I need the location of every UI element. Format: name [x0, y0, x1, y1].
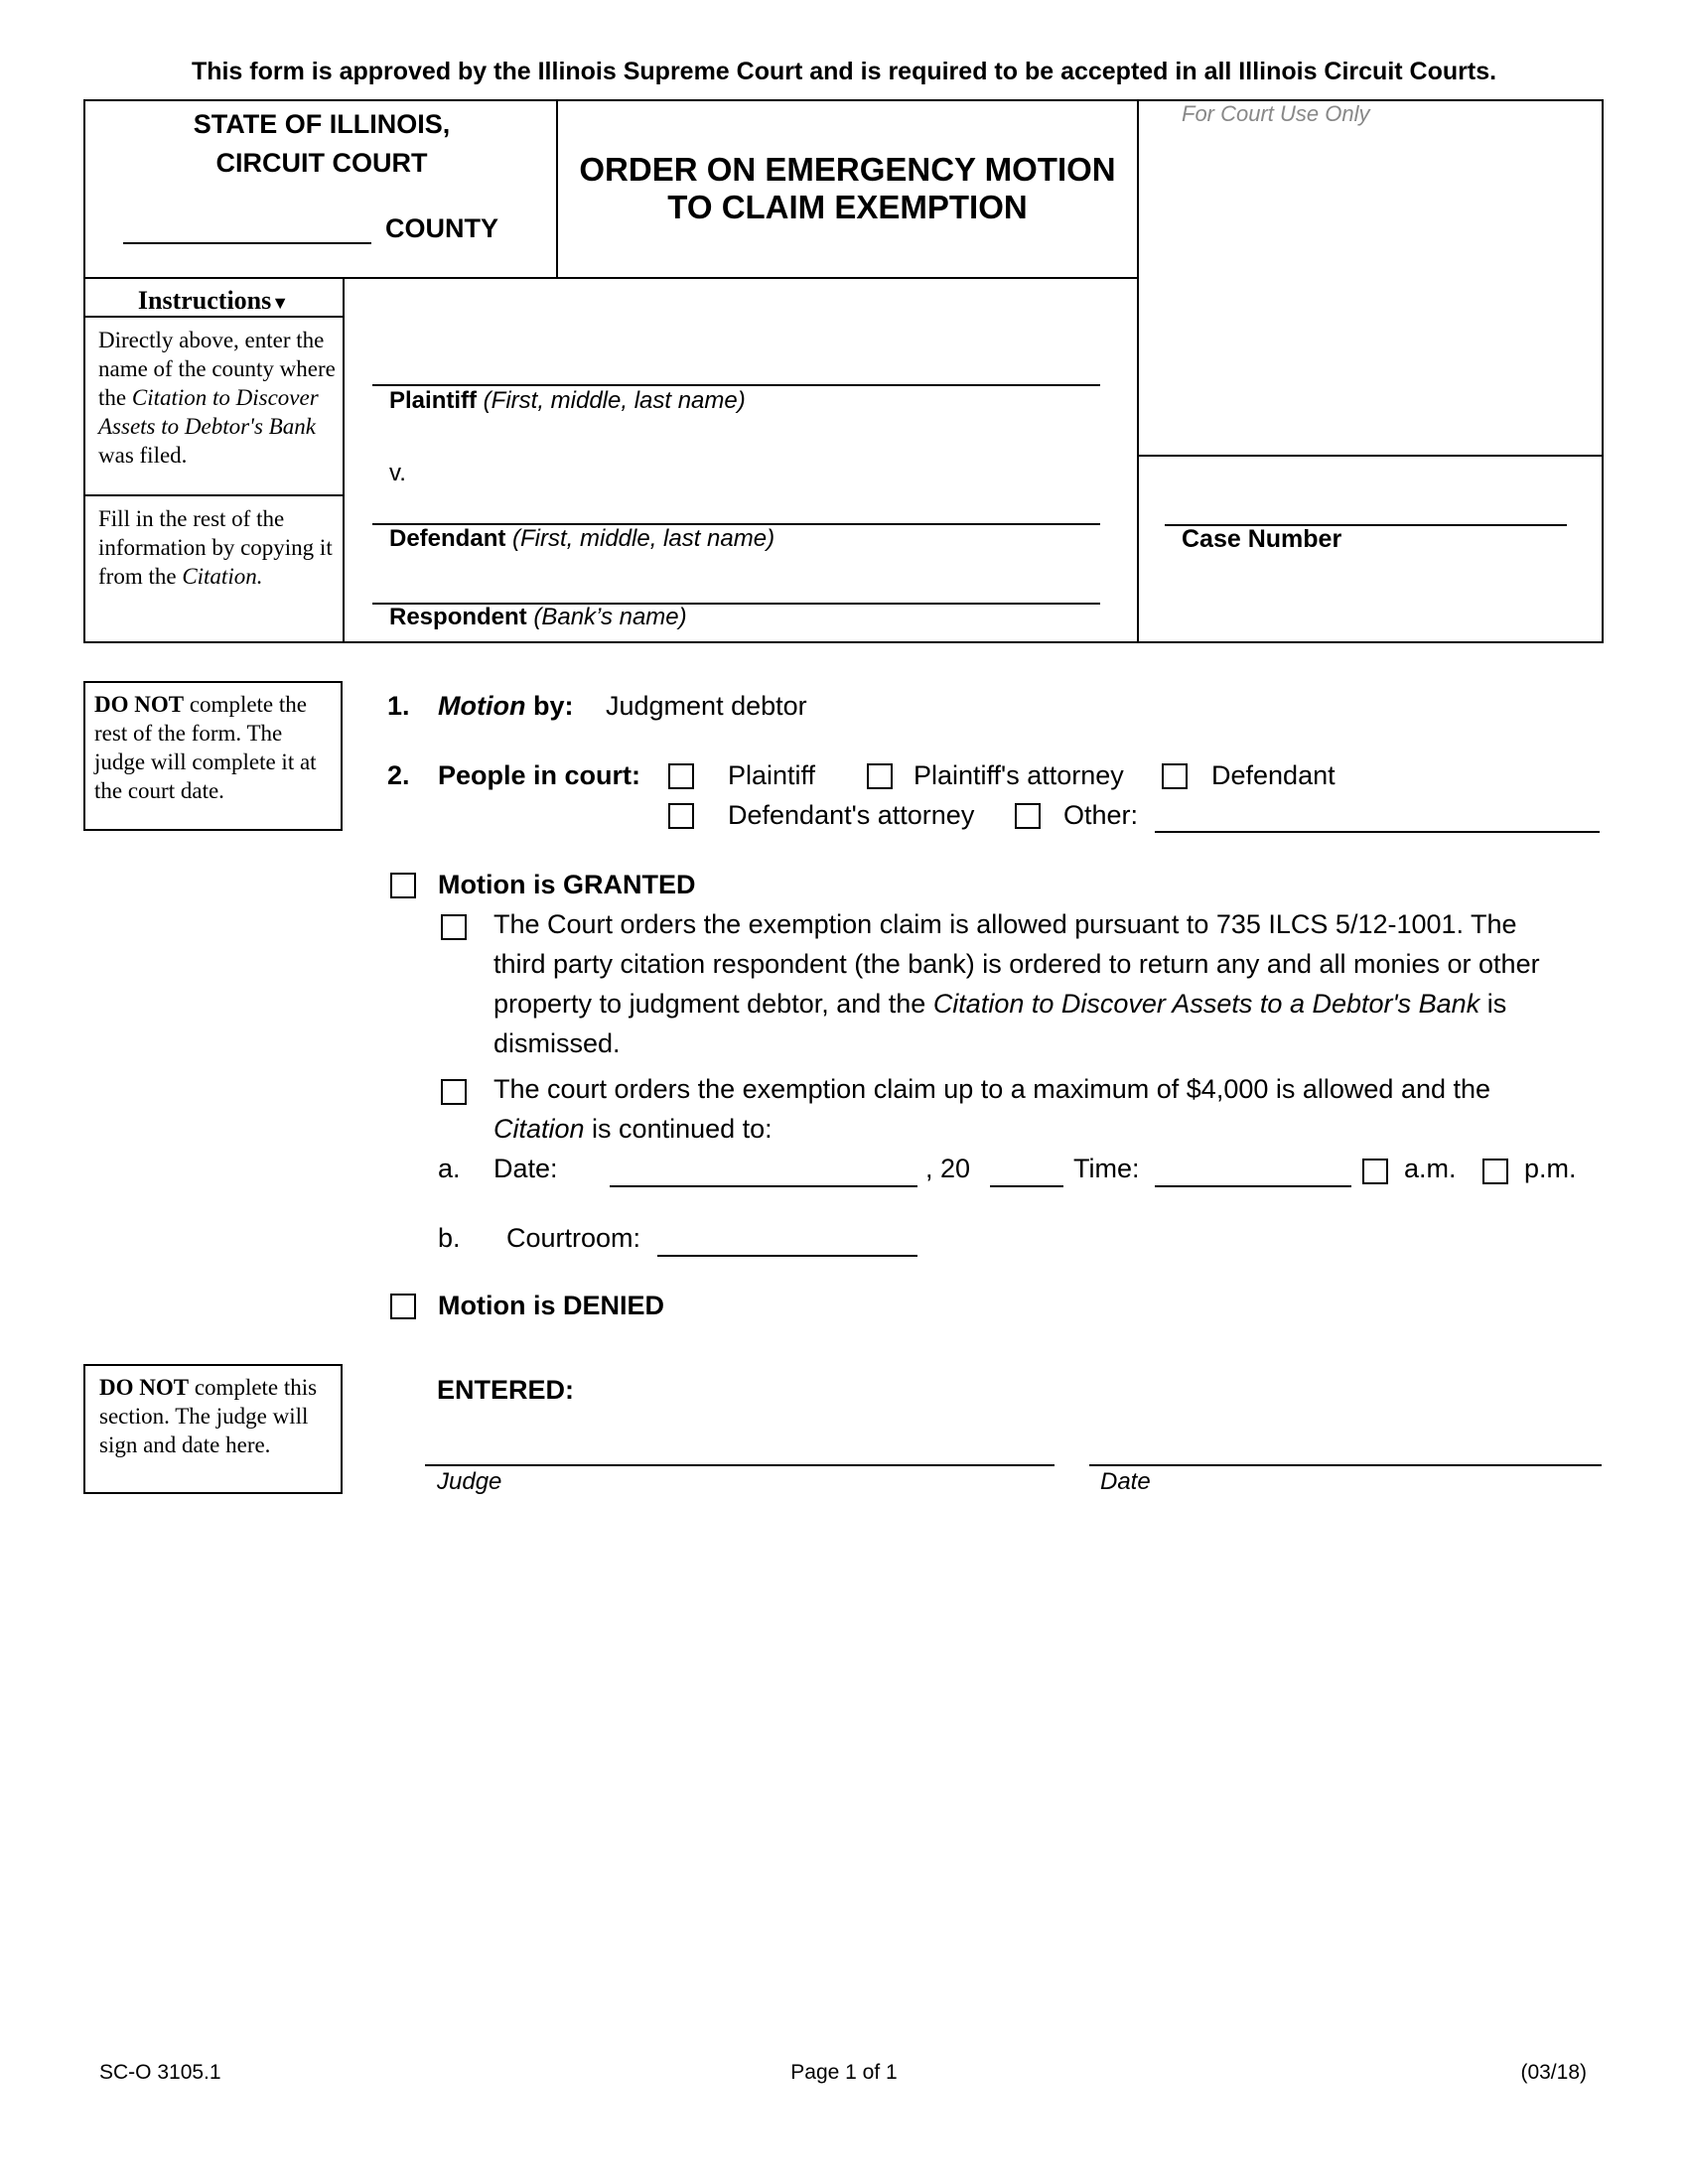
- instructions-1-text-b: was filed.: [98, 443, 188, 468]
- instructions-right-line: [343, 277, 345, 643]
- courtroom-label: Courtroom:: [506, 1223, 641, 1253]
- entered-label: ENTERED:: [437, 1375, 575, 1405]
- denied-label: Motion is DENIED: [438, 1291, 664, 1320]
- instructions-heading-line: [83, 316, 344, 318]
- note-2-body: complete this section. The judge will sign and date here.: [99, 1375, 318, 1457]
- plaintiff-checkbox[interactable]: [668, 763, 694, 789]
- date-label: Date:: [493, 1154, 558, 1183]
- respondent-hint: (Bank’s name): [533, 604, 687, 630]
- versus-label: v.: [389, 460, 406, 486]
- granted-option-1-line-4: dismissed.: [493, 1028, 621, 1058]
- triangle-down-icon: ▼: [271, 293, 290, 313]
- granted-option-1-line-3-italic: Citation to Discover Assets to a Debtor's Bank: [932, 989, 1480, 1019]
- granted-label: Motion is GRANTED: [438, 870, 696, 899]
- defendant-input[interactable]: [372, 491, 1100, 525]
- case-number-label: Case Number: [1182, 525, 1342, 553]
- year-input[interactable]: [990, 1154, 1063, 1187]
- entered-date-input[interactable]: [1089, 1433, 1602, 1466]
- state-line-2: CIRCUIT COURT: [215, 148, 428, 178]
- court-use-split-line: [1137, 455, 1604, 457]
- granted-option-1-line-3a: property to judgment debtor, and the: [493, 989, 933, 1019]
- plaintiff-input[interactable]: [372, 352, 1100, 386]
- instructions-block-1: [98, 326, 337, 470]
- county-input[interactable]: [123, 210, 371, 244]
- other-checkbox[interactable]: [1015, 803, 1041, 829]
- county-label: COUNTY: [385, 213, 498, 243]
- year-prefix: , 20: [925, 1154, 971, 1183]
- entered-date-label: Date: [1100, 1468, 1151, 1495]
- plaintiff-hint: (First, middle, last name): [483, 387, 746, 414]
- denied-checkbox[interactable]: [390, 1294, 416, 1319]
- granted-option-1-line-1: The Court orders the exemption claim is allowed pursuant to 735 ILCS 5/12-1001. The: [493, 909, 1517, 939]
- granted-option-1-line-3: [493, 989, 1506, 1020]
- instructions-heading: [83, 286, 344, 316]
- judge-signature-input[interactable]: [425, 1433, 1055, 1466]
- note-1-body: complete the rest of the form. The judge will complete it at the court date.: [94, 692, 317, 803]
- defendant-hint: (First, middle, last name): [512, 525, 775, 552]
- granted-option-1-line-3b: is: [1479, 989, 1507, 1019]
- case-number-input[interactable]: [1165, 492, 1567, 526]
- approval-notice: This form is approved by the Illinois Supreme Court and is required to be accepted in all Illinois Circuit Courts.: [191, 58, 1497, 85]
- granted-checkbox[interactable]: [390, 873, 416, 898]
- instructions-2-text-a: Fill in the rest of the information by copying it from the: [98, 506, 333, 589]
- respondent-input[interactable]: [372, 571, 1100, 605]
- time-label: Time:: [1073, 1154, 1140, 1183]
- pm-label: p.m.: [1524, 1154, 1577, 1183]
- granted-option-2-line-2b: is continued to:: [584, 1114, 773, 1144]
- granted-option-1-checkbox[interactable]: [441, 914, 467, 940]
- courtroom-input[interactable]: [657, 1223, 917, 1257]
- other-input[interactable]: [1155, 799, 1600, 833]
- granted-option-1-line-2: third party citation respondent (the bank) is ordered to return any and all monies or other: [493, 949, 1540, 979]
- state-line-1: STATE OF ILLINOIS,: [193, 109, 451, 139]
- item-2-label: People in court:: [438, 760, 641, 790]
- court-use-label: For Court Use Only: [1182, 101, 1370, 126]
- note-1-bold: DO NOT: [94, 692, 185, 717]
- respondent-label-text: Respondent: [389, 604, 527, 630]
- item-1-label-italic: Motion: [438, 691, 526, 721]
- plaintiffs-attorney-checkbox[interactable]: [867, 763, 893, 789]
- defendant-option-label: Defendant: [1211, 760, 1336, 790]
- granted-option-2-checkbox[interactable]: [441, 1079, 467, 1105]
- instructions-1-text-a: Directly above, enter the name of the county where the: [98, 328, 336, 410]
- instructions-heading-text: Instructions: [137, 286, 272, 315]
- note-2-bold: DO NOT: [99, 1375, 190, 1400]
- form-title-line-2: TO CLAIM EXEMPTION: [667, 189, 1028, 225]
- plaintiff-label-text: Plaintiff: [389, 387, 477, 414]
- other-option-label: Other:: [1063, 800, 1139, 830]
- defendant-checkbox[interactable]: [1162, 763, 1188, 789]
- instructions-2-italic: Citation.: [182, 564, 263, 589]
- date-letter: a.: [438, 1154, 461, 1183]
- item-2-number: 2.: [387, 760, 410, 790]
- item-1-number: 1.: [387, 691, 410, 721]
- defendant-label-text: Defendant: [389, 525, 506, 552]
- defendants-attorney-checkbox[interactable]: [668, 803, 694, 829]
- defendants-attorney-option-label: Defendant's attorney: [728, 800, 975, 830]
- note-2-text: [99, 1373, 328, 1459]
- form-title-line-1: ORDER ON EMERGENCY MOTION: [579, 151, 1116, 188]
- revision-date: (03/18): [1520, 2061, 1587, 2084]
- judge-label: Judge: [437, 1468, 502, 1495]
- time-input[interactable]: [1155, 1154, 1351, 1187]
- am-label: a.m.: [1404, 1154, 1457, 1183]
- granted-option-2-line-1: The court orders the exemption claim up to a maximum of $4,000 is allowed and the: [493, 1074, 1491, 1104]
- pm-checkbox[interactable]: [1482, 1159, 1508, 1184]
- instructions-block-2: [98, 504, 337, 591]
- defendant-label: [389, 525, 774, 553]
- plaintiff-option-label: Plaintiff: [728, 760, 816, 790]
- respondent-label: [389, 604, 687, 631]
- item-1-label: [438, 691, 573, 722]
- date-input[interactable]: [610, 1154, 917, 1187]
- instructions-split-line: [83, 494, 344, 496]
- instructions-1-italic: Citation to Discover Assets to Debtor's Bank: [98, 385, 319, 439]
- plaintiff-label: [389, 387, 746, 415]
- form-number: SC-O 3105.1: [99, 2061, 221, 2084]
- granted-option-2-line-2-italic: Citation: [493, 1114, 585, 1144]
- note-1-text: [94, 690, 338, 805]
- granted-option-2-line-2: [493, 1114, 773, 1145]
- item-1-label-bold: by:: [525, 691, 574, 721]
- motion-by-value: Judgment debtor: [606, 691, 807, 721]
- courtroom-letter: b.: [438, 1223, 461, 1253]
- page-number: Page 1 of 1: [790, 2061, 898, 2084]
- am-checkbox[interactable]: [1362, 1159, 1388, 1184]
- header-row-line: [83, 277, 1138, 279]
- plaintiffs-attorney-option-label: Plaintiff's attorney: [914, 760, 1124, 790]
- header-divider-2: [1137, 99, 1139, 643]
